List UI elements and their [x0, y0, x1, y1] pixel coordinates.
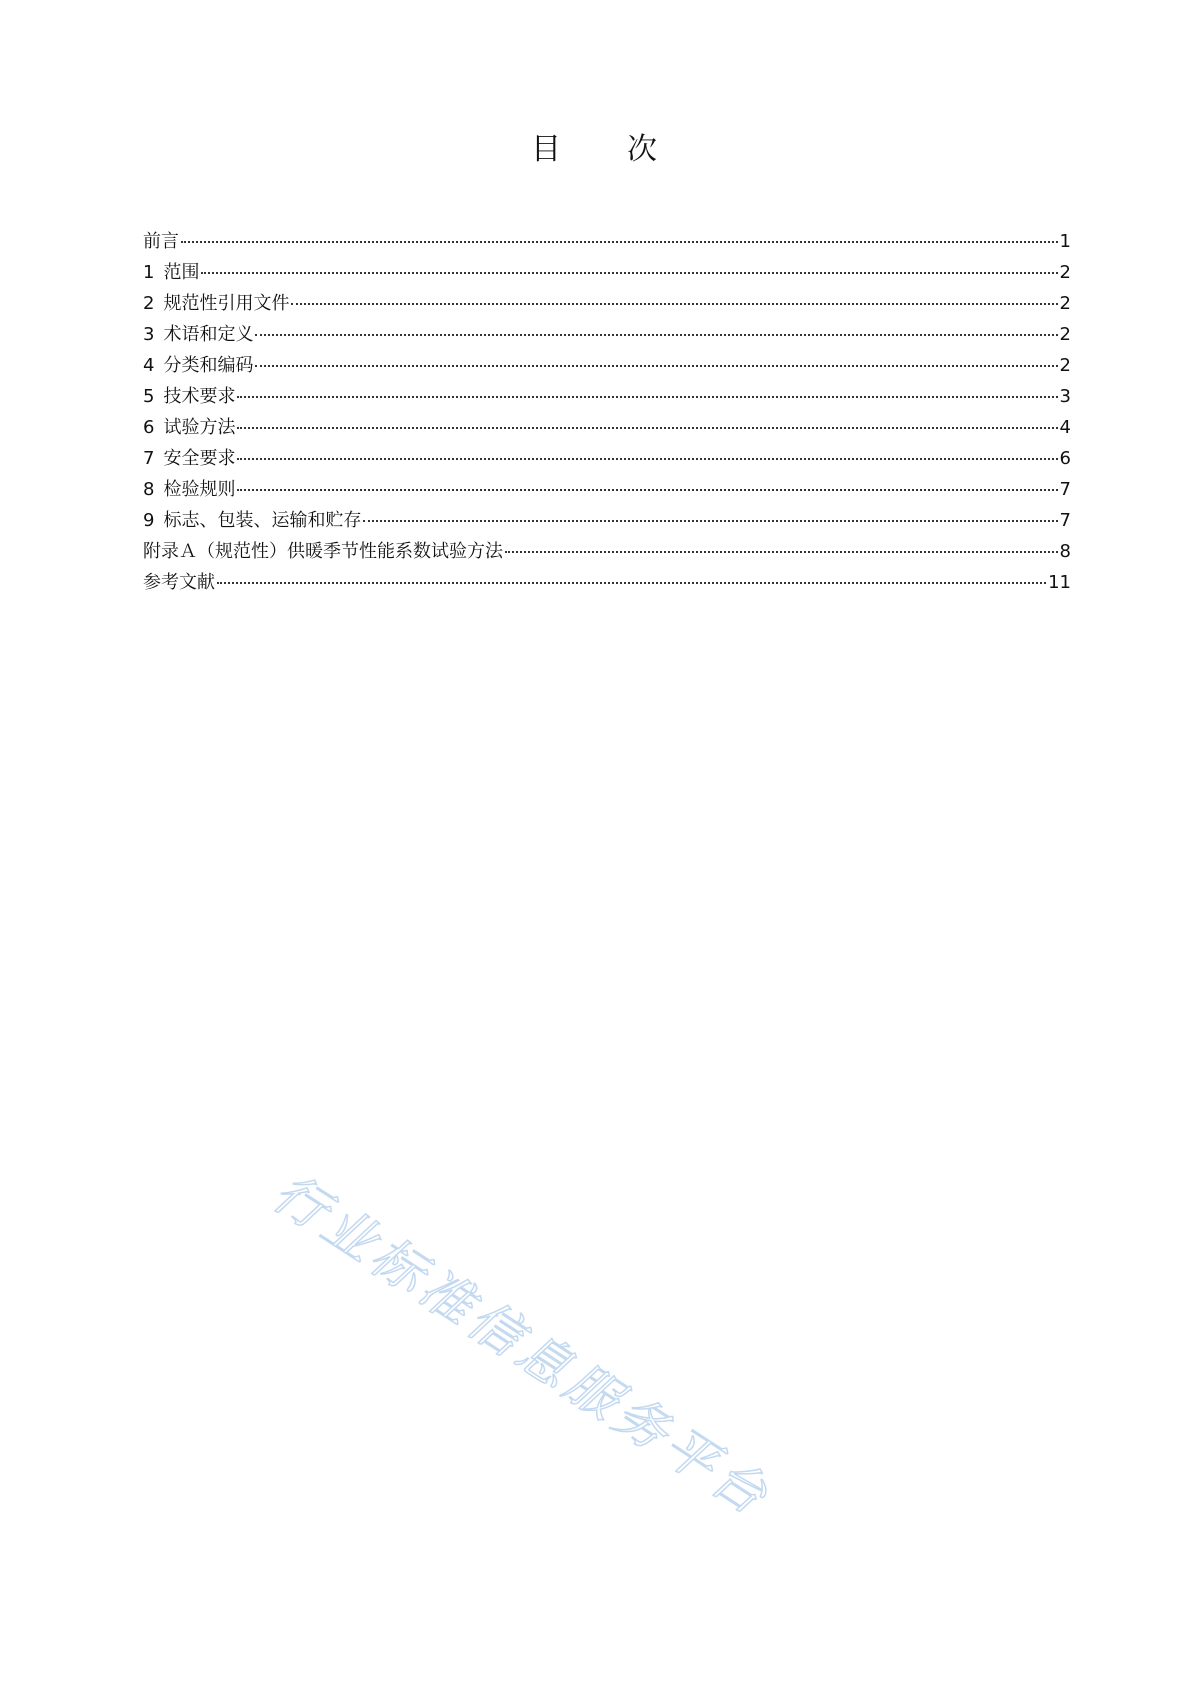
toc-entry-page: 1	[1059, 231, 1071, 252]
dot-leader	[237, 426, 1057, 429]
toc-entry-page: 11	[1048, 572, 1071, 593]
toc-entry-number: 4	[143, 355, 155, 376]
toc-entry-inspection-rules[interactable]	[143, 474, 1071, 505]
toc-entry-page: 2	[1059, 324, 1071, 345]
toc-entry-number: 1	[143, 262, 155, 283]
table-of-contents	[143, 226, 1071, 598]
toc-entry-title: 参考文献	[143, 572, 215, 593]
toc-entry-number: 3	[143, 324, 155, 345]
toc-entry-title: 技术要求	[163, 386, 236, 407]
toc-entry-classification[interactable]	[143, 350, 1071, 381]
toc-entry-page: 7	[1059, 510, 1071, 531]
toc-entry-normative-references[interactable]	[143, 288, 1071, 319]
dot-leader	[505, 550, 1058, 553]
toc-entry-technical-requirements[interactable]	[143, 381, 1071, 412]
toc-entry-page: 7	[1059, 479, 1071, 500]
toc-entry-number: 2	[143, 293, 155, 314]
toc-entry-title: 前言	[143, 231, 179, 252]
dot-leader	[237, 457, 1057, 460]
toc-entry-title: 附录Ａ（规范性）供暖季节性能系数试验方法	[143, 541, 503, 562]
toc-entry-terms-definitions[interactable]	[143, 319, 1071, 350]
toc-entry-number: 9	[143, 510, 155, 531]
toc-entry-safety-requirements[interactable]	[143, 443, 1071, 474]
toc-entry-test-methods[interactable]	[143, 412, 1071, 443]
dot-leader	[363, 519, 1057, 522]
toc-entry-page: 2	[1059, 293, 1071, 314]
dot-leader	[255, 364, 1057, 367]
toc-entry-bibliography[interactable]	[143, 567, 1071, 598]
toc-entry-title: 术语和定义	[163, 324, 254, 345]
toc-title: 目 次	[531, 132, 659, 167]
watermark: 行业标准信息服务平台	[262, 1162, 782, 1530]
dot-leader	[217, 581, 1046, 584]
toc-entry-number: 5	[143, 386, 155, 407]
toc-entry-title: 试验方法	[163, 417, 236, 438]
toc-entry-title: 分类和编码	[163, 355, 254, 376]
toc-entry-page: 2	[1059, 262, 1071, 283]
toc-entry-page: 2	[1059, 355, 1071, 376]
dot-leader	[255, 333, 1057, 336]
toc-entry-number: 7	[143, 448, 155, 469]
toc-entry-title: 标志、包装、运输和贮存	[163, 510, 362, 531]
toc-entry-marking-packaging[interactable]	[143, 505, 1071, 536]
toc-entry-title: 安全要求	[163, 448, 236, 469]
toc-entry-page: 8	[1059, 541, 1071, 562]
toc-entry-title: 检验规则	[163, 479, 236, 500]
toc-entry-foreword[interactable]	[143, 226, 1071, 257]
toc-entry-annex-a[interactable]	[143, 536, 1071, 567]
dot-leader	[201, 271, 1057, 274]
toc-entry-number: 8	[143, 479, 155, 500]
toc-entry-title: 规范性引用文件	[163, 293, 290, 314]
toc-entry-page: 4	[1059, 417, 1071, 438]
dot-leader	[237, 395, 1057, 398]
dot-leader	[237, 488, 1057, 491]
toc-entry-scope[interactable]	[143, 257, 1071, 288]
toc-entry-page: 3	[1059, 386, 1071, 407]
dot-leader	[181, 240, 1058, 243]
dot-leader	[291, 302, 1057, 305]
toc-entry-page: 6	[1059, 448, 1071, 469]
toc-entry-number: 6	[143, 417, 155, 438]
toc-entry-title: 范围	[163, 262, 200, 283]
